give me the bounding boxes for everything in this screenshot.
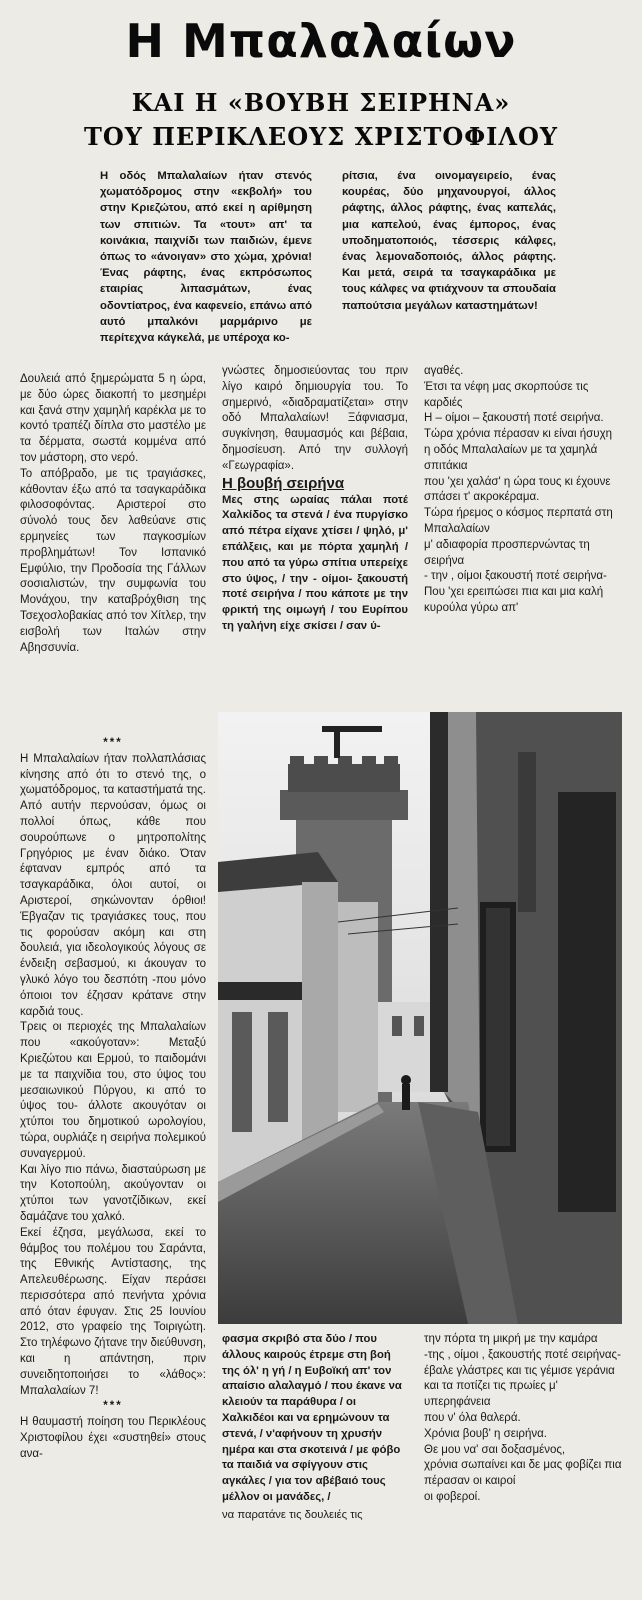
poem-line: Έτσι τα νέφη μας σκορπούσε τις καρδιές <box>424 380 589 409</box>
lead-paragraph-left: Η οδός Μπαλαλαίων ήταν στενός χωματόδρομος στην «εκβολή» του στην Κριεζώτου, από εκεί η αρίθμηση των σπιτιών. Τα «τουτ» απ' τα κοινάκια, παιχνίδι των παιδιών, έμενε όπως το «άνοιγαν» στο χώμα, χρόνια! Ένας ράφτης, ένας εκπρόσωπος εταιρίας λιπασμάτων, ένας οδοντίατρος, ένα καφενείο, επάνω από αυτό μπαλκόνι μαρμάρινο με περίτεχνα κάγκελά, με υπέροχα κο- <box>100 170 312 345</box>
street-photo-image <box>218 712 622 1324</box>
poem-line: αγαθές. <box>424 365 464 377</box>
column-3-top <box>424 364 624 617</box>
street-photo <box>218 712 622 1324</box>
poem-line: που 'χει χαλάσ' η ώρα τους κι έχουνε σπάσει τ' ακροκέραμα. <box>424 475 611 504</box>
poem-line: Χρόνια βουβ' η σειρήνα. <box>424 1427 547 1440</box>
poem-line: πέρασαν οι καιροί <box>424 1475 516 1488</box>
poem-line: και τα ποτίζει τις πρωίες μ' υπερηφάνεια <box>424 1380 558 1409</box>
poem-text: να παρατάνε τις δουλειές τις <box>222 1508 363 1521</box>
body-paragraph: Εκεί έζησα, μεγάλωσα, εκεί το θάμβος του πολέμου του Σαράντα, της Εθνικής Αντίστασης, της Απελευθέρωσης. Είχαν περάσει περισσότερα από πενήντα χρόνια από όταν έφυγαν. Στις 25 Ιουνίου 2012, στο γραφείο της Τοιριγώτη. Στο τηλέφωνο ζήτανε την διεύθυνση, και η απάντηση, πριν συνειδητοποιήσει το «λάθος»: Μπαλαλαίων 7! <box>20 1226 206 1397</box>
body-paragraph: Η Μπαλαλαίων ήταν πολλαπλάσιας κίνησης από ότι το στενό της, ο χωματόδρομος, τα καταστήματά της. Από αυτήν περνούσαν, όμως οι πολλοί όπως, κάθε που σουρούπωνε ο μητροπολίτης Γρηγόριος με έναν διάκο. Όταν έφταναν εμπρός από τα τσαγκαράδικα, όλοι αυτοί, οι Αριστεροί, σηκώνονταν όρθιοι! Έβγαζαν τις τραγιάσκες τους, που τις φορούσαν ακόμη και στη δουλειά, για ιδεολογικούς λόγους σε ένδειξη σεβασμού, κι άκουγαν το γλυκό λόγο του δεσπότη -που μόνο όποιοι τον έζησαν κράτανε στην καρδιά τους. <box>20 752 206 1018</box>
column-2-top <box>222 364 408 635</box>
poem-line: που ν' όλα θαλερά. <box>424 1411 521 1424</box>
poem-line: οι φοβεροί. <box>424 1490 481 1503</box>
poem-line: την πόρτα τη μικρή με την καμάρα <box>424 1333 598 1345</box>
body-paragraph: Το απόβραδο, με τις τραγιάσκες, κάθονταν έξω από τα τσαγκαράδικα φιλοσοφόντας. Αριστεροί στο σύνολό τους δεν λαθεύανε στις ερμηνείες των παγκοσμίων προβλημάτων! Τον Ισπανικό Εμφύλιο, την Προδοσία της Γάλλων σοσιαλιστών, την συμφωνία του Μονάχου, την καταβρόχθιση της Τσεχοσλοβακίας από τον Χίτλερ, την εισβολή των Ιταλών στην Αβησσυνία. <box>20 467 206 654</box>
poem-line: μ' αδιαφορία προσπερνώντας τη σειρήνα <box>424 538 590 567</box>
body-paragraph: Δουλειά από ξημερώματα 5 η ώρα, με δύο ώρες διακοπή το μεσημέρι και ξανά στην χαμηλή καρέκλα με το κοντό τραπέζι δίπλα στο μαστέλο με τα δέρματα, σωστά κομμένα από τον μάστορη, στο νερό. <box>20 373 206 464</box>
column-1-top <box>20 372 206 656</box>
poem-line: η οδός Μπαλαλαίων με τα χαμηλά σπιτάκια <box>424 443 598 472</box>
article-subtitle: ΚΑΙ Η «ΒΟΥΒΗ ΣΕΙΡΗΝΑ» <box>131 88 511 117</box>
poem-line: Θε μου να' σαι δοξασμένος, <box>424 1443 566 1456</box>
poem-line: - την , οίμοι ξακουστή ποτέ σειρήνα- <box>424 570 607 583</box>
body-paragraph: γνώστες δημοσιεύοντας του πριν λίγο καιρό δημιουργία του. Το σημερινό, «διαδραματίζεται» στην οδό Μπαλαλαίων! Ξάφνιασμα, συγκίνηση, θαυμασμός και βέβαια, δημοσίευση. Από την συλλογή «Γεωγραφία». <box>222 365 408 472</box>
poem-line: -της , οίμοι , ξακουστής ποτέ σειρήνας- <box>424 1348 621 1361</box>
body-paragraph: Η θαυμαστή ποίηση του Περικλέους Χριστοφίλου έχει «συστηθεί» στους ανα- <box>20 1416 206 1460</box>
section-divider: *** <box>103 1400 123 1413</box>
poem-line: Τώρα χρόνια πέρασαν κι είναι ήσυχη <box>424 428 612 441</box>
poem-line: Που 'χει ερειπώσει πια και μια καλή κυρούλα γύρω απ' <box>424 586 604 614</box>
column-1-bottom <box>20 736 206 1463</box>
column-2-bottom <box>222 1332 408 1524</box>
body-paragraph: Και λίγο πιο πάνω, διασταύρωση με την Κοτοπούλη, ακούγονταν οι χτύποι των γανοτζίδικων, εκεί δαμάζανε του χαλκό. <box>20 1163 206 1223</box>
poem-line: έβαλε γλάστρες και τις γέμισε γεράνια <box>424 1364 615 1377</box>
body-paragraph: Τρεις οι περιοχές της Μπαλαλαίων που «ακούγοταν»: Μεταξύ Κριεζώτου και Ερμού, το παιδομάνι με τα παιχνίδια του, στο ύψος του μεσαιωνικού Πύργου, κι από το ύψος του- άλλοτε ακουγόταν οι χτύποι του δημοτικού ωρολογίου, τώρα, ουρλιάζε η σειρήνα πολεμικού συναγερμού. <box>20 1021 206 1160</box>
article-author-line: ΤΟΥ ΠΕΡΙΚΛΕΟΥΣ ΧΡΙΣΤΟΦΙΛΟΥ <box>83 122 559 151</box>
poem-text: φασμα σκριβό στα δύο / που άλλους καιρούς έτρεμε στη βοή της όλ' η γή / η Ευβοϊκή απ' τον απαίσιο αλαλαγμό / που έκανε να κλειούν τα παράθυρα / οι Χαλκιδέοι και να ερημώνουν τα στενά, / ν'αφήνουν τη χρυσήν ημέρα και στα σκοτεινά / με φόβο τα παιδιά να σφίγγουν στις αγκάλες / για τον αβέβαιό τους μέλλον οι μανάδες, / <box>222 1333 402 1503</box>
poem-line: Η – οίμοι – ξακουστή ποτέ σειρήνα. <box>424 412 604 425</box>
section-divider: *** <box>103 737 123 749</box>
poem-line: Τώρα ήρεμος ο κόσμος περπατά στη Μπαλαλαίων <box>424 507 613 535</box>
poem-heading: Η βουβή σειρήνα <box>222 474 345 492</box>
lead-paragraph-right: ρίτσια, ένα οινομαγειρείο, ένας κουρέας, δύο μηχανουργοί, άλλος ράφτης, άλλος ράφτης, ένας καπελάς, μια καπελού, ένας έμπορος, ένας υποδηματοποιός, τέσσερις κάλφες, ένας λεμοναδοποιός, άλλος ράφτης. Και μετά, σειρά τα τσαγκαράδικα με τους κάλφες να φτιάχνουν τα σπουδαία παπούτσια μεγάλων καταστημάτων! <box>342 170 556 312</box>
poem-text: Μες στης ωραίας πάλαι ποτέ Χαλκίδος τα στενά / ένα πυργίσκο από πέτρα είχανε χτίσει / ψηλό, μ' επάλξεις, και με πόρτα χαμηλή / που από τα γύρω σπίτια υπερείχε στο ύψος, / την - οίμοι- ξακουστή ποτέ σειρήνα / που κάποτε με την φρικτή της οιμωγή / του Ευρίπου τη γαλήνη είχε σκίσει / σαν ύ- <box>222 493 408 632</box>
article-title: Η Μπαλαλαίων <box>125 14 517 68</box>
column-3-bottom <box>424 1332 624 1506</box>
poem-line: χρόνια σωπαίνει και δε μας φοβίζει πια <box>424 1459 622 1472</box>
